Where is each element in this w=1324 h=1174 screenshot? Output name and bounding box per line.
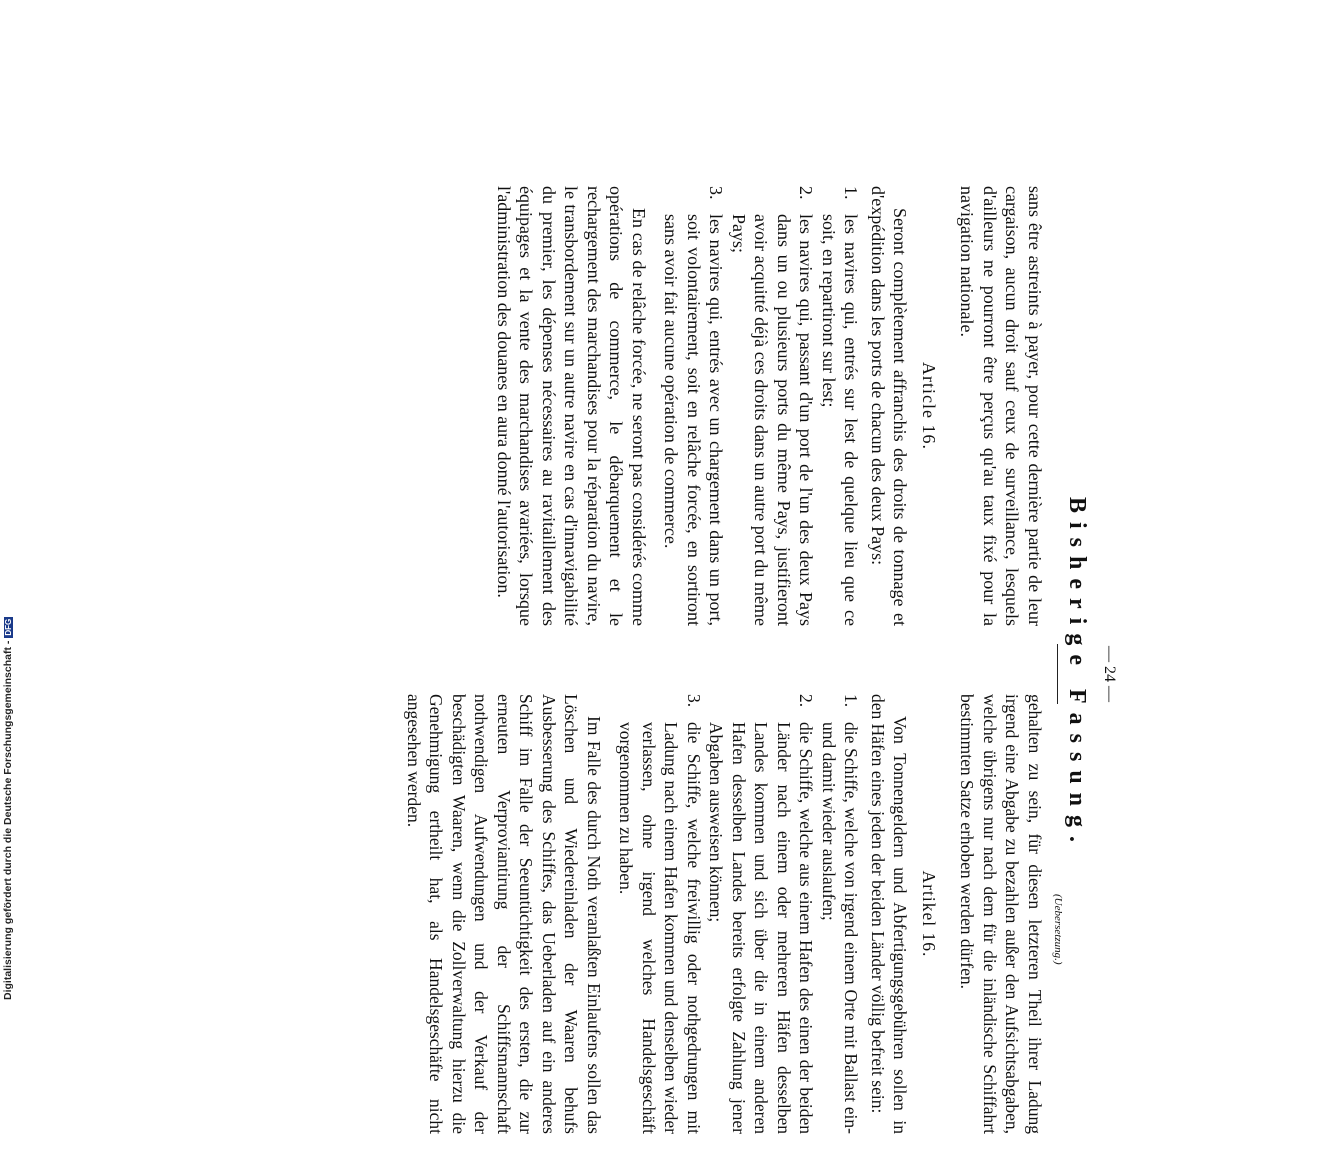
- german-lead: Von Tonnengeldern und Abfertigungsgebühren sollen in den Häfen eines jeden der beiden Länder völlig befreit sein:: [868, 694, 911, 1134]
- column-title: Bisherige Fassung.: [1064, 496, 1090, 852]
- german-column: [399, 694, 1047, 1134]
- french-closing: En cas de relâche forcée, ne seront pas considérés comme opérations de commerce, le débarquement et le rechargement des marchandises pour la réparation du navire, le transbordement sur un autre navire en cas d'innavigabilité du premier, les dépenses nécessaires au ravitaillement des équipages et la vente des marchandises avariées, lorsque l'administration des douanes en aura donné l'autorisation.: [494, 186, 649, 626]
- title-rule: [1057, 644, 1058, 704]
- french-item: 3. les navires qui, entrés avec un chargement dans un port, soit volontairement, soit en relâche forcée, en sortiront sans avoir fait aucune opération de commerce.: [661, 186, 727, 626]
- dfg-logo: DFG: [4, 618, 13, 636]
- digitization-note: [2, 617, 14, 1000]
- german-item: 1. die Schiffe, welche von irgend einem Orte mit Ballast ein- und damit wieder auslaufen;: [819, 694, 862, 1134]
- french-article-title: Article 16.: [919, 362, 939, 450]
- german-item: 3. die Schiffe, welche freiwillig oder nothgedrungen mit Ladung nach einem Hafen kommen und denselben wieder verlassen, ohne irgend welches Handelsgeschäft vorgenommen zu haben.: [616, 694, 704, 1134]
- german-intro: gehalten zu sein, für diesen letzteren Theil ihrer Ladung irgend eine Abgabe zu bezahlen außer den Aufsichtsabgaben, welche übrigens nur nach dem für die inländische Schiffahrt bestimmten Satze erhoben werden dürfen.: [957, 694, 1045, 1134]
- german-item: 2. die Schiffe, welche aus einem Hafen des einen der beiden Länder nach einem oder mehreren Häfen desselben Landes kommen und sich über die in einem anderen Hafen desselben Landes bereits erfolgte Zahlung jener Abgaben ausweisen können;: [706, 694, 817, 1134]
- french-item: 2. les navires qui, passant d'un port de l'un des deux Pays dans un ou plusieurs ports du même Pays, justifieront avoir acquitté déjà ces droits dans un autre port du même Pays;: [729, 186, 817, 626]
- french-item: 1. les navires qui, entrés sur lest de quelque lieu que ce soit, en repartiront sur lest;: [819, 186, 862, 626]
- digitization-text: Digitalisierung gefördert durch die Deutsche Forschungsgemeinschaft -: [2, 640, 14, 1000]
- page-number: — 24 —: [1101, 646, 1118, 702]
- french-lead: Seront complètement affranchis des droits de tonnage et d'expédition dans les ports de chacun des deux Pays:: [868, 186, 911, 626]
- german-closing: Im Falle des durch Noth veranlaßten Einlaufens sollen das Löschen und Wiedereinladen der Waaren behufs Ausbesserung des Schiffes, das Ueberladen auf ein anderes Schiff im Falle der Seeuntüchtigkeit des ersten, die zur erneuten Verproviantirung der Schiffsmannschaft nothwendigen Aufwendungen und der Verkauf der beschädigten Waaren, wenn die Zollverwaltung hierzu die Genehmigung ertheilt hat, als Handelsgeschäfte nicht angesehen werden.: [404, 694, 604, 1134]
- french-column: [489, 186, 1047, 626]
- document-page: [130, 174, 1130, 1174]
- continuation-note: (Uebersetzung.): [1052, 894, 1064, 965]
- french-intro: sans être astreints à payer, pour cette dernière partie de leur cargaison, aucun droit sauf ceux de surveillance, lesquels d'ailleurs ne pourront être perçus qu'au taux fixé pour la navigation nationale.: [957, 186, 1045, 626]
- german-article-title: Artikel 16.: [919, 870, 939, 958]
